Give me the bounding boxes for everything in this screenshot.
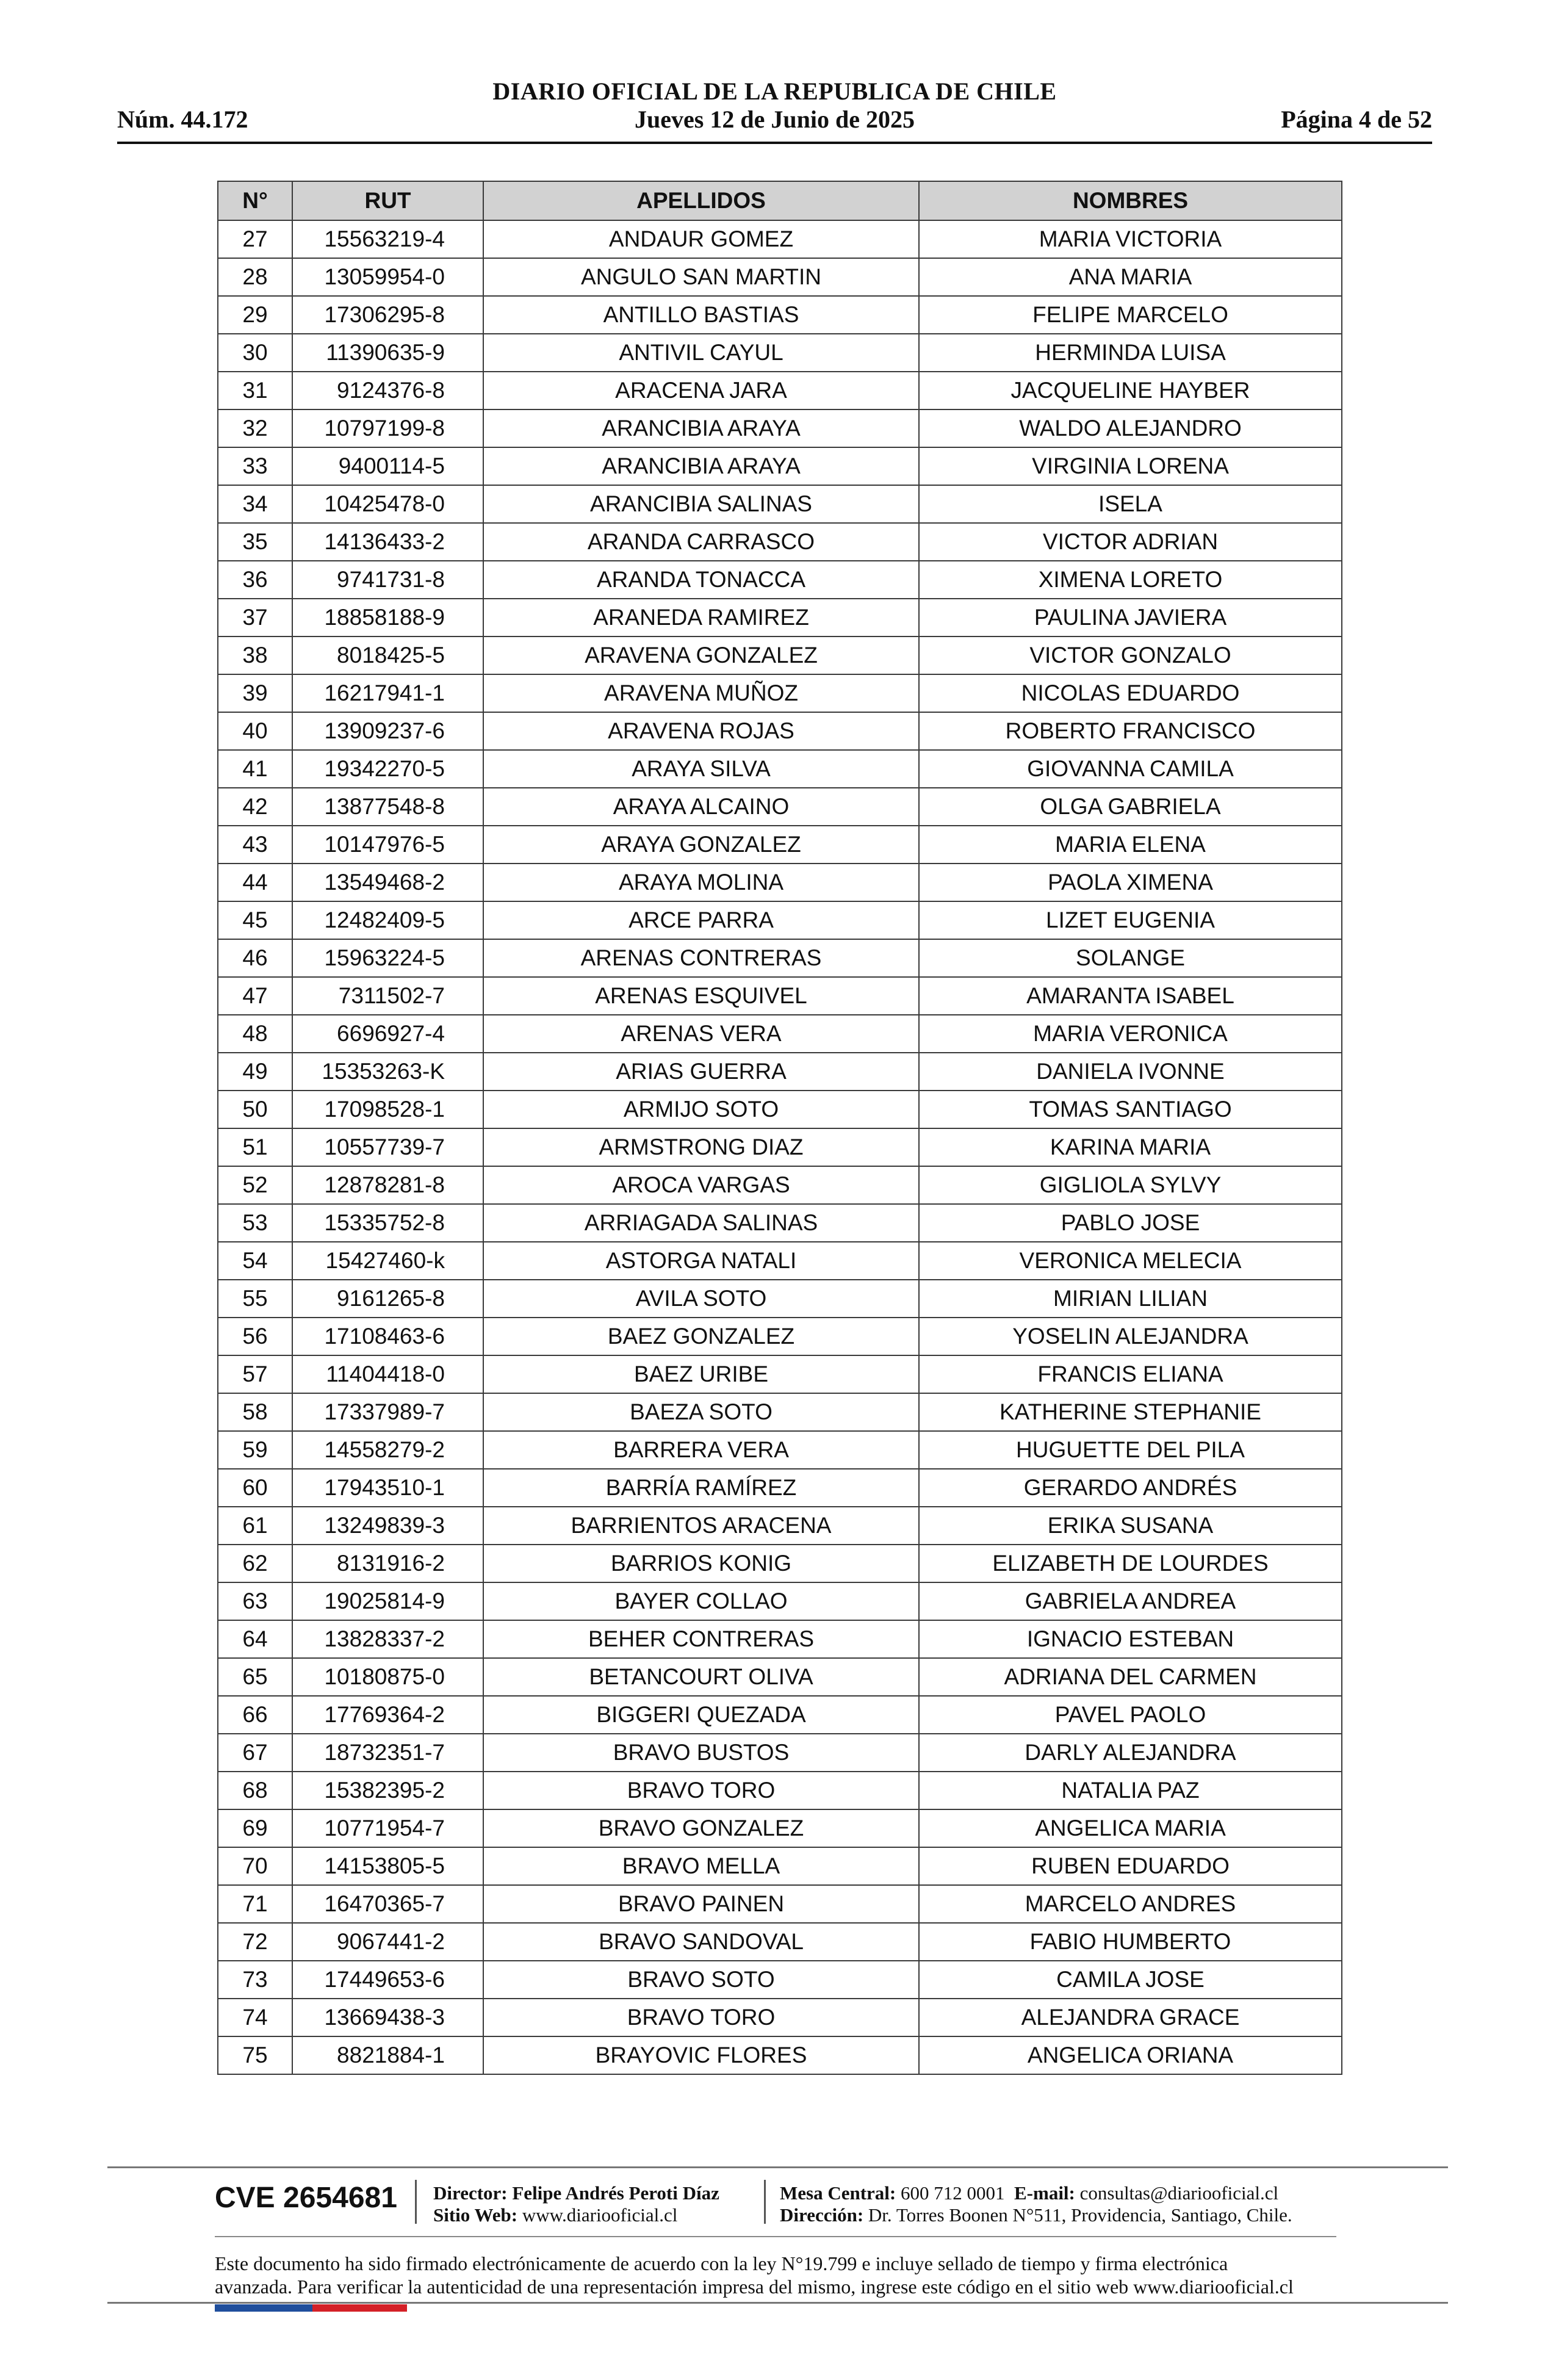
row-apellidos: ANTILLO BASTIAS (483, 296, 919, 334)
page-header (117, 74, 1432, 142)
row-number: 35 (218, 523, 292, 561)
row-rut: 14558279-2 (292, 1431, 483, 1469)
row-number: 69 (218, 1809, 292, 1847)
table-row (218, 1507, 1342, 1545)
table-row (218, 1772, 1342, 1809)
row-rut: 9067441-2 (292, 1923, 483, 1961)
table-row (218, 1431, 1342, 1469)
row-rut: 17769364-2 (292, 1696, 483, 1734)
row-number: 41 (218, 750, 292, 788)
table-row (218, 1091, 1342, 1128)
column-header-apellidos: APELLIDOS (483, 181, 919, 220)
phone-label: Mesa Central: (780, 2182, 896, 2204)
row-rut: 17108463-6 (292, 1318, 483, 1355)
row-apellidos: BARRIENTOS ARACENA (483, 1507, 919, 1545)
row-apellidos: ARMIJO SOTO (483, 1091, 919, 1128)
table-row (218, 1545, 1342, 1582)
row-apellidos: BRAVO TORO (483, 1999, 919, 2036)
table-row (218, 447, 1342, 485)
row-rut: 8131916-2 (292, 1545, 483, 1582)
table-row (218, 1620, 1342, 1658)
table-row (218, 1280, 1342, 1318)
row-apellidos: ANGULO SAN MARTIN (483, 258, 919, 296)
row-rut: 13669438-3 (292, 1999, 483, 2036)
table-row (218, 1582, 1342, 1620)
table-row (218, 1885, 1342, 1923)
column-header-rut: RUT (292, 181, 483, 220)
row-apellidos: ARRIAGADA SALINAS (483, 1204, 919, 1242)
table-row (218, 409, 1342, 447)
row-nombres: DARLY ALEJANDRA (919, 1734, 1342, 1772)
phone-number: 600 712 0001 (901, 2182, 1005, 2204)
row-apellidos: BEHER CONTRERAS (483, 1620, 919, 1658)
page-indicator: Página 4 de 52 (1281, 106, 1432, 133)
row-apellidos: BIGGERI QUEZADA (483, 1696, 919, 1734)
footer-separator-1 (415, 2180, 417, 2224)
row-number: 59 (218, 1431, 292, 1469)
row-nombres: SOLANGE (919, 939, 1342, 977)
row-rut: 15382395-2 (292, 1772, 483, 1809)
footer-separator-2 (764, 2180, 766, 2224)
row-apellidos: AVILA SOTO (483, 1280, 919, 1318)
row-apellidos: ARENAS VERA (483, 1015, 919, 1053)
row-number: 32 (218, 409, 292, 447)
row-nombres: TOMAS SANTIAGO (919, 1091, 1342, 1128)
row-rut: 14136433-2 (292, 523, 483, 561)
row-number: 73 (218, 1961, 292, 1999)
table-row (218, 1999, 1342, 2036)
row-apellidos: ARIAS GUERRA (483, 1053, 919, 1091)
row-nombres: LIZET EUGENIA (919, 901, 1342, 939)
row-nombres: ANGELICA MARIA (919, 1809, 1342, 1847)
row-nombres: ADRIANA DEL CARMEN (919, 1658, 1342, 1696)
row-number: 63 (218, 1582, 292, 1620)
row-number: 65 (218, 1658, 292, 1696)
row-rut: 13059954-0 (292, 258, 483, 296)
row-number: 51 (218, 1128, 292, 1166)
row-nombres: ISELA (919, 485, 1342, 523)
row-rut: 15563219-4 (292, 220, 483, 258)
email-label: E-mail: (1014, 2182, 1075, 2204)
row-number: 70 (218, 1847, 292, 1885)
row-nombres: NICOLAS EDUARDO (919, 674, 1342, 712)
row-nombres: GERARDO ANDRÉS (919, 1469, 1342, 1507)
row-nombres: GIOVANNA CAMILA (919, 750, 1342, 788)
row-apellidos: ARANCIBIA ARAYA (483, 447, 919, 485)
row-number: 57 (218, 1355, 292, 1393)
row-number: 28 (218, 258, 292, 296)
row-rut: 10557739-7 (292, 1128, 483, 1166)
table-row (218, 296, 1342, 334)
row-apellidos: ANTIVIL CAYUL (483, 334, 919, 372)
table-row (218, 674, 1342, 712)
row-number: 64 (218, 1620, 292, 1658)
row-apellidos: BRAVO SOTO (483, 1961, 919, 1999)
row-rut: 9161265-8 (292, 1280, 483, 1318)
row-rut: 15963224-5 (292, 939, 483, 977)
director-name: Felipe Andrés Peroti Díaz (512, 2182, 719, 2204)
row-nombres: KARINA MARIA (919, 1128, 1342, 1166)
row-number: 48 (218, 1015, 292, 1053)
footer-bottom-divider (107, 2302, 1448, 2304)
row-number: 33 (218, 447, 292, 485)
row-rut: 9400114-5 (292, 447, 483, 485)
row-rut: 10425478-0 (292, 485, 483, 523)
row-rut: 10180875-0 (292, 1658, 483, 1696)
row-apellidos: BAEZA SOTO (483, 1393, 919, 1431)
row-number: 37 (218, 599, 292, 636)
row-number: 53 (218, 1204, 292, 1242)
row-nombres: VICTOR ADRIAN (919, 523, 1342, 561)
row-nombres: MIRIAN LILIAN (919, 1280, 1342, 1318)
table-row (218, 599, 1342, 636)
row-number: 45 (218, 901, 292, 939)
row-rut: 17306295-8 (292, 296, 483, 334)
row-apellidos: ARAVENA MUÑOZ (483, 674, 919, 712)
table-row (218, 939, 1342, 977)
row-apellidos: BAEZ URIBE (483, 1355, 919, 1393)
address-label: Dirección: (780, 2204, 864, 2226)
row-rut: 13549468-2 (292, 864, 483, 901)
table-row (218, 1923, 1342, 1961)
table-row (218, 1961, 1342, 1999)
row-nombres: ROBERTO FRANCISCO (919, 712, 1342, 750)
row-number: 52 (218, 1166, 292, 1204)
row-apellidos: ARAYA GONZALEZ (483, 826, 919, 864)
row-rut: 12482409-5 (292, 901, 483, 939)
row-rut: 17098528-1 (292, 1091, 483, 1128)
row-nombres: HERMINDA LUISA (919, 334, 1342, 372)
row-number: 42 (218, 788, 292, 826)
row-rut: 13249839-3 (292, 1507, 483, 1545)
row-nombres: ANGELICA ORIANA (919, 2036, 1342, 2074)
row-apellidos: ARCE PARRA (483, 901, 919, 939)
row-apellidos: ARENAS CONTRERAS (483, 939, 919, 977)
table-row (218, 750, 1342, 788)
row-rut: 17337989-7 (292, 1393, 483, 1431)
row-apellidos: ARMSTRONG DIAZ (483, 1128, 919, 1166)
flag-stripe-red (312, 2304, 407, 2312)
row-apellidos: ARENAS ESQUIVEL (483, 977, 919, 1015)
row-nombres: PABLO JOSE (919, 1204, 1342, 1242)
row-nombres: OLGA GABRIELA (919, 788, 1342, 826)
row-apellidos: BARRERA VERA (483, 1431, 919, 1469)
footer-top-divider (107, 2166, 1448, 2168)
row-number: 46 (218, 939, 292, 977)
row-number: 62 (218, 1545, 292, 1582)
row-apellidos: BRAVO PAINEN (483, 1885, 919, 1923)
row-apellidos: BRAVO TORO (483, 1772, 919, 1809)
table-row (218, 1204, 1342, 1242)
row-rut: 15427460-k (292, 1242, 483, 1280)
row-number: 43 (218, 826, 292, 864)
table-row (218, 826, 1342, 864)
row-number: 60 (218, 1469, 292, 1507)
row-nombres: AMARANTA ISABEL (919, 977, 1342, 1015)
row-number: 47 (218, 977, 292, 1015)
row-nombres: FRANCIS ELIANA (919, 1355, 1342, 1393)
row-nombres: WALDO ALEJANDRO (919, 409, 1342, 447)
row-rut: 16470365-7 (292, 1885, 483, 1923)
row-number: 54 (218, 1242, 292, 1280)
table-row (218, 636, 1342, 674)
legal-line-2: avanzada. Para verificar la autenticidad de una representación impresa del mismo, ingrese este código en el sitio web www.diariooficial.cl (215, 2276, 1294, 2298)
row-rut: 9124376-8 (292, 372, 483, 409)
row-apellidos: BRAVO GONZALEZ (483, 1809, 919, 1847)
address-text: Dr. Torres Boonen N°511, Providencia, Santiago, Chile. (868, 2204, 1292, 2226)
legal-notice (215, 2252, 1374, 2298)
row-number: 27 (218, 220, 292, 258)
row-rut: 14153805-5 (292, 1847, 483, 1885)
row-rut: 19025814-9 (292, 1582, 483, 1620)
row-number: 56 (218, 1318, 292, 1355)
row-rut: 18858188-9 (292, 599, 483, 636)
website-url[interactable]: www.diariooficial.cl (522, 2204, 678, 2226)
row-number: 49 (218, 1053, 292, 1091)
row-apellidos: BAYER COLLAO (483, 1582, 919, 1620)
row-number: 61 (218, 1507, 292, 1545)
row-rut: 17943510-1 (292, 1469, 483, 1507)
row-rut: 11390635-9 (292, 334, 483, 372)
row-apellidos: ARANEDA RAMIREZ (483, 599, 919, 636)
row-number: 55 (218, 1280, 292, 1318)
row-rut: 13909237-6 (292, 712, 483, 750)
row-number: 67 (218, 1734, 292, 1772)
column-header-nombres: NOMBRES (919, 181, 1342, 220)
row-number: 40 (218, 712, 292, 750)
row-nombres: VICTOR GONZALO (919, 636, 1342, 674)
director-info (433, 2182, 719, 2226)
row-nombres: FELIPE MARCELO (919, 296, 1342, 334)
roster-table (217, 181, 1342, 2075)
table-row (218, 977, 1342, 1015)
contact-info (780, 2182, 1292, 2226)
table-row (218, 334, 1342, 372)
table-row (218, 1696, 1342, 1734)
row-apellidos: AROCA VARGAS (483, 1166, 919, 1204)
row-nombres: XIMENA LORETO (919, 561, 1342, 599)
table-row (218, 1847, 1342, 1885)
row-nombres: GABRIELA ANDREA (919, 1582, 1342, 1620)
row-nombres: PAOLA XIMENA (919, 864, 1342, 901)
table-body (218, 220, 1342, 2074)
table-row (218, 1053, 1342, 1091)
row-number: 74 (218, 1999, 292, 2036)
row-number: 44 (218, 864, 292, 901)
row-nombres: PAVEL PAOLO (919, 1696, 1342, 1734)
row-nombres: MARCELO ANDRES (919, 1885, 1342, 1923)
row-rut: 18732351-7 (292, 1734, 483, 1772)
row-apellidos: ARAYA SILVA (483, 750, 919, 788)
table-row (218, 1734, 1342, 1772)
publication-title: DIARIO OFICIAL DE LA REPUBLICA DE CHILE (492, 78, 1057, 105)
row-rut: 16217941-1 (292, 674, 483, 712)
table-row (218, 523, 1342, 561)
row-apellidos: BRAVO SANDOVAL (483, 1923, 919, 1961)
row-apellidos: ARANDA TONACCA (483, 561, 919, 599)
row-nombres: YOSELIN ALEJANDRA (919, 1318, 1342, 1355)
row-nombres: VERONICA MELECIA (919, 1242, 1342, 1280)
row-rut: 8018425-5 (292, 636, 483, 674)
row-apellidos: ANDAUR GOMEZ (483, 220, 919, 258)
table-row (218, 1318, 1342, 1355)
row-nombres: KATHERINE STEPHANIE (919, 1393, 1342, 1431)
row-nombres: FABIO HUMBERTO (919, 1923, 1342, 1961)
row-nombres: GIGLIOLA SYLVY (919, 1166, 1342, 1204)
row-nombres: ANA MARIA (919, 258, 1342, 296)
row-nombres: RUBEN EDUARDO (919, 1847, 1342, 1885)
row-rut: 15335752-8 (292, 1204, 483, 1242)
table-row (218, 1393, 1342, 1431)
table-row (218, 485, 1342, 523)
row-number: 31 (218, 372, 292, 409)
table-row (218, 788, 1342, 826)
row-rut: 13828337-2 (292, 1620, 483, 1658)
row-rut: 17449653-6 (292, 1961, 483, 1999)
table-row (218, 2036, 1342, 2074)
row-nombres: JACQUELINE HAYBER (919, 372, 1342, 409)
row-apellidos: BRAYOVIC FLORES (483, 2036, 919, 2074)
issue-number: Núm. 44.172 (117, 106, 248, 133)
row-number: 58 (218, 1393, 292, 1431)
row-rut: 19342270-5 (292, 750, 483, 788)
footer-mid-divider (215, 2236, 1336, 2237)
table-row (218, 901, 1342, 939)
table-row (218, 372, 1342, 409)
row-apellidos: ARANDA CARRASCO (483, 523, 919, 561)
row-apellidos: BAEZ GONZALEZ (483, 1318, 919, 1355)
table-row (218, 1658, 1342, 1696)
row-rut: 11404418-0 (292, 1355, 483, 1393)
row-apellidos: BARRÍA RAMÍREZ (483, 1469, 919, 1507)
table-row (218, 1469, 1342, 1507)
row-apellidos: ARAVENA ROJAS (483, 712, 919, 750)
website-label: Sitio Web: (433, 2204, 518, 2226)
row-nombres: ERIKA SUSANA (919, 1507, 1342, 1545)
row-number: 75 (218, 2036, 292, 2074)
table-row (218, 712, 1342, 750)
row-apellidos: ARACENA JARA (483, 372, 919, 409)
row-rut: 15353263-K (292, 1053, 483, 1091)
row-number: 29 (218, 296, 292, 334)
row-rut: 9741731-8 (292, 561, 483, 599)
row-rut: 8821884-1 (292, 2036, 483, 2074)
row-nombres: MARIA VERONICA (919, 1015, 1342, 1053)
row-nombres: DANIELA IVONNE (919, 1053, 1342, 1091)
row-rut: 13877548-8 (292, 788, 483, 826)
row-number: 36 (218, 561, 292, 599)
table-row (218, 220, 1342, 258)
row-apellidos: BARRIOS KONIG (483, 1545, 919, 1582)
legal-line-1: Este documento ha sido firmado electrónicamente de acuerdo con la ley N°19.799 e incluye sellado de tiempo y firma electrónica (215, 2252, 1228, 2274)
row-nombres: PAULINA JAVIERA (919, 599, 1342, 636)
table-row (218, 1242, 1342, 1280)
row-apellidos: ARANCIBIA ARAYA (483, 409, 919, 447)
row-number: 39 (218, 674, 292, 712)
row-nombres: CAMILA JOSE (919, 1961, 1342, 1999)
row-number: 38 (218, 636, 292, 674)
row-apellidos: BRAVO MELLA (483, 1847, 919, 1885)
row-nombres: MARIA ELENA (919, 826, 1342, 864)
row-apellidos: BRAVO BUSTOS (483, 1734, 919, 1772)
row-number: 30 (218, 334, 292, 372)
row-rut: 7311502-7 (292, 977, 483, 1015)
row-rut: 10771954-7 (292, 1809, 483, 1847)
row-number: 34 (218, 485, 292, 523)
flag-stripe-blue (215, 2304, 312, 2312)
table-row (218, 1809, 1342, 1847)
table-row (218, 864, 1342, 901)
row-nombres: ALEJANDRA GRACE (919, 1999, 1342, 2036)
table-row (218, 1128, 1342, 1166)
row-nombres: ELIZABETH DE LOURDES (919, 1545, 1342, 1582)
email-address[interactable]: consultas@diariooficial.cl (1079, 2182, 1279, 2204)
table-row (218, 1015, 1342, 1053)
row-apellidos: ARAYA MOLINA (483, 864, 919, 901)
cve-code: CVE 2654681 (215, 2182, 397, 2214)
row-nombres: MARIA VICTORIA (919, 220, 1342, 258)
publication-date: Jueves 12 de Junio de 2025 (635, 106, 915, 133)
row-rut: 12878281-8 (292, 1166, 483, 1204)
row-apellidos: ARAYA ALCAINO (483, 788, 919, 826)
row-rut: 10797199-8 (292, 409, 483, 447)
row-nombres: HUGUETTE DEL PILA (919, 1431, 1342, 1469)
row-number: 72 (218, 1923, 292, 1961)
row-rut: 6696927-4 (292, 1015, 483, 1053)
row-apellidos: ARANCIBIA SALINAS (483, 485, 919, 523)
row-apellidos: BETANCOURT OLIVA (483, 1658, 919, 1696)
table-row (218, 1355, 1342, 1393)
table-row (218, 1166, 1342, 1204)
column-header-number: N° (218, 181, 292, 220)
table-row (218, 561, 1342, 599)
row-number: 71 (218, 1885, 292, 1923)
row-nombres: VIRGINIA LORENA (919, 447, 1342, 485)
table-header-row (218, 181, 1342, 220)
row-rut: 10147976-5 (292, 826, 483, 864)
row-number: 68 (218, 1772, 292, 1809)
header-divider (117, 142, 1432, 144)
row-apellidos: ARAVENA GONZALEZ (483, 636, 919, 674)
row-number: 50 (218, 1091, 292, 1128)
row-nombres: NATALIA PAZ (919, 1772, 1342, 1809)
table-row (218, 258, 1342, 296)
row-nombres: IGNACIO ESTEBAN (919, 1620, 1342, 1658)
row-apellidos: ASTORGA NATALI (483, 1242, 919, 1280)
director-label: Director: (433, 2182, 508, 2204)
row-number: 66 (218, 1696, 292, 1734)
